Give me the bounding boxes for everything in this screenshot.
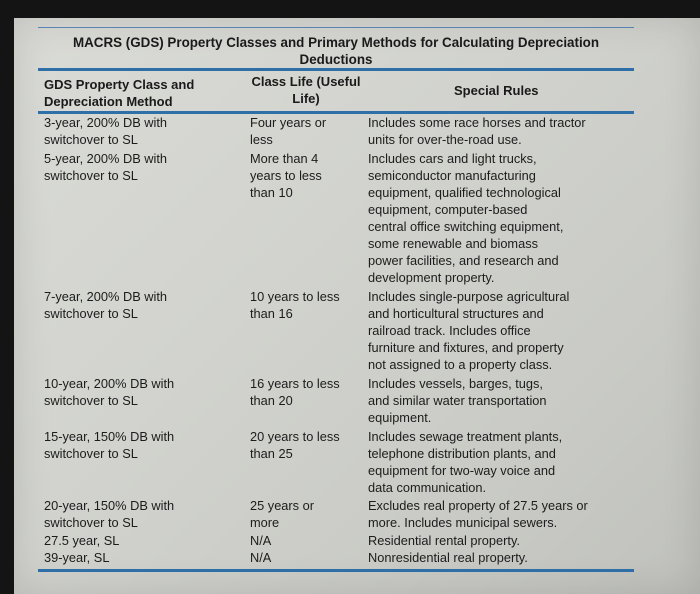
row-2-special-rules: Includes cars and light trucks, semiconductor manufacturing equipment, qualified technological equipment, computer-based central office switching equipment, some renewable and biomass power facilities, and research and development property. (368, 151, 564, 285)
row-8-class-life: N/A (250, 550, 272, 565)
row-4-special-rules: Includes vessels, barges, tugs, and similar water transportation equipment. (368, 376, 547, 425)
top-rule (38, 27, 634, 28)
document-page (14, 18, 700, 594)
row-1-class-method: 3-year, 200% DB with switchover to SL (44, 115, 168, 147)
table-title: MACRS (GDS) Property Classes and Primary Methods for Calculating Depreciation Deductions (72, 35, 600, 67)
header-special-rules: Special Rules (454, 83, 539, 98)
row-4-class-method: 10-year, 200% DB with switchover to SL (44, 376, 175, 408)
row-3-special-rules: Includes single-purpose agricultural and horticultural structures and railroad track. Includes office furniture and fixtures, and property not assigned to a property class. (368, 289, 570, 372)
row-3-class-life: 10 years to less than 16 (250, 289, 340, 321)
row-6-class-life: 25 years or more (250, 498, 315, 530)
row-7-special-rules: Residential rental property. (368, 533, 520, 548)
row-6-special-rules: Excludes real property of 27.5 years or more. Includes municipal sewers. (368, 498, 588, 530)
row-7-class-method: 27.5 year, SL (44, 533, 120, 548)
row-7-class-life: N/A (250, 533, 272, 548)
row-2-class-method: 5-year, 200% DB with switchover to SL (44, 151, 168, 183)
row-2-class-life: More than 4 years to less than 10 (250, 151, 322, 200)
row-8-class-method: 39-year, SL (44, 550, 110, 565)
header-class-method: GDS Property Class and Depreciation Method (44, 77, 195, 109)
row-6-class-method: 20-year, 150% DB with switchover to SL (44, 498, 175, 530)
row-1-class-life: Four years or less (250, 115, 327, 147)
row-1-special-rules: Includes some race horses and tractor units for over-the-road use. (368, 115, 586, 147)
row-5-special-rules: Includes sewage treatment plants, telephone distribution plants, and equipment for two-way voice and data communication. (368, 429, 563, 495)
header-top-rule (38, 68, 634, 71)
header-class-life: Class Life (Useful Life) (251, 74, 361, 106)
row-3-class-method: 7-year, 200% DB with switchover to SL (44, 289, 168, 321)
row-4-class-life: 16 years to less than 20 (250, 376, 340, 408)
row-8-special-rules: Nonresidential real property. (368, 550, 528, 565)
table-bottom-rule (38, 569, 634, 572)
row-5-class-method: 15-year, 150% DB with switchover to SL (44, 429, 175, 461)
row-5-class-life: 20 years to less than 25 (250, 429, 340, 461)
